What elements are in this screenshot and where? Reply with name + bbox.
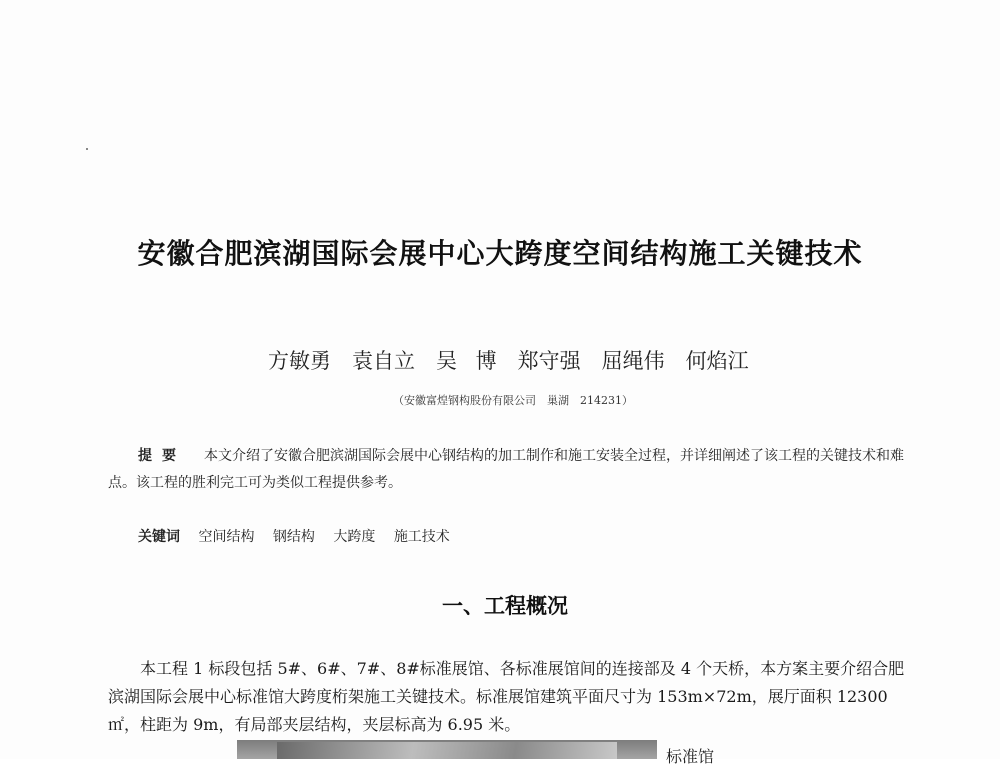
keywords-label: 关键词 — [138, 529, 180, 545]
scan-speck — [86, 148, 88, 150]
figure-label: 标准馆 — [666, 747, 715, 766]
abstract — [108, 443, 918, 497]
keyword-item: 钢结构 — [272, 529, 315, 545]
abstract-text: 本文介绍了安徽合肥滨湖国际会展中心钢结构的加工制作和施工安装全过程，并详细阐述了该工程的关键技术和难点。该工程的胜利完工可为类似工程提供参考。 — [108, 448, 904, 491]
author-list: 方敏勇 袁自立 吴 博 郑守强 屈绳伟 何焰江 — [268, 349, 749, 373]
abstract-label: 提要 — [138, 448, 186, 464]
keywords — [138, 526, 464, 546]
paper-title: 安徽合肥滨湖国际会展中心大跨度空间结构施工关键技术 — [137, 237, 863, 270]
affiliation: （安徽富煌钢构股份有限公司 巢湖 214231） — [393, 394, 633, 407]
keyword-item: 大跨度 — [333, 529, 376, 545]
figure-photo-content — [277, 742, 617, 759]
figure-photo — [237, 740, 657, 759]
keyword-item: 空间结构 — [198, 529, 255, 545]
keyword-item: 施工技术 — [393, 529, 450, 545]
body-paragraph: 本工程 1 标段包括 5#、6#、7#、8#标准展馆、各标准展馆间的连接部及 4 个天桥，本方案主要介绍合肥滨湖国际会展中心标准馆大跨度桁架施工关键技术。标准展馆建筑平面尺寸为 153m×72m，展厅面积 12300 ㎡，柱距为 9m，有局部夹层结构，夹层标高为 6.95 米。 — [108, 659, 905, 734]
section-heading: 一、工程概况 — [442, 594, 568, 618]
